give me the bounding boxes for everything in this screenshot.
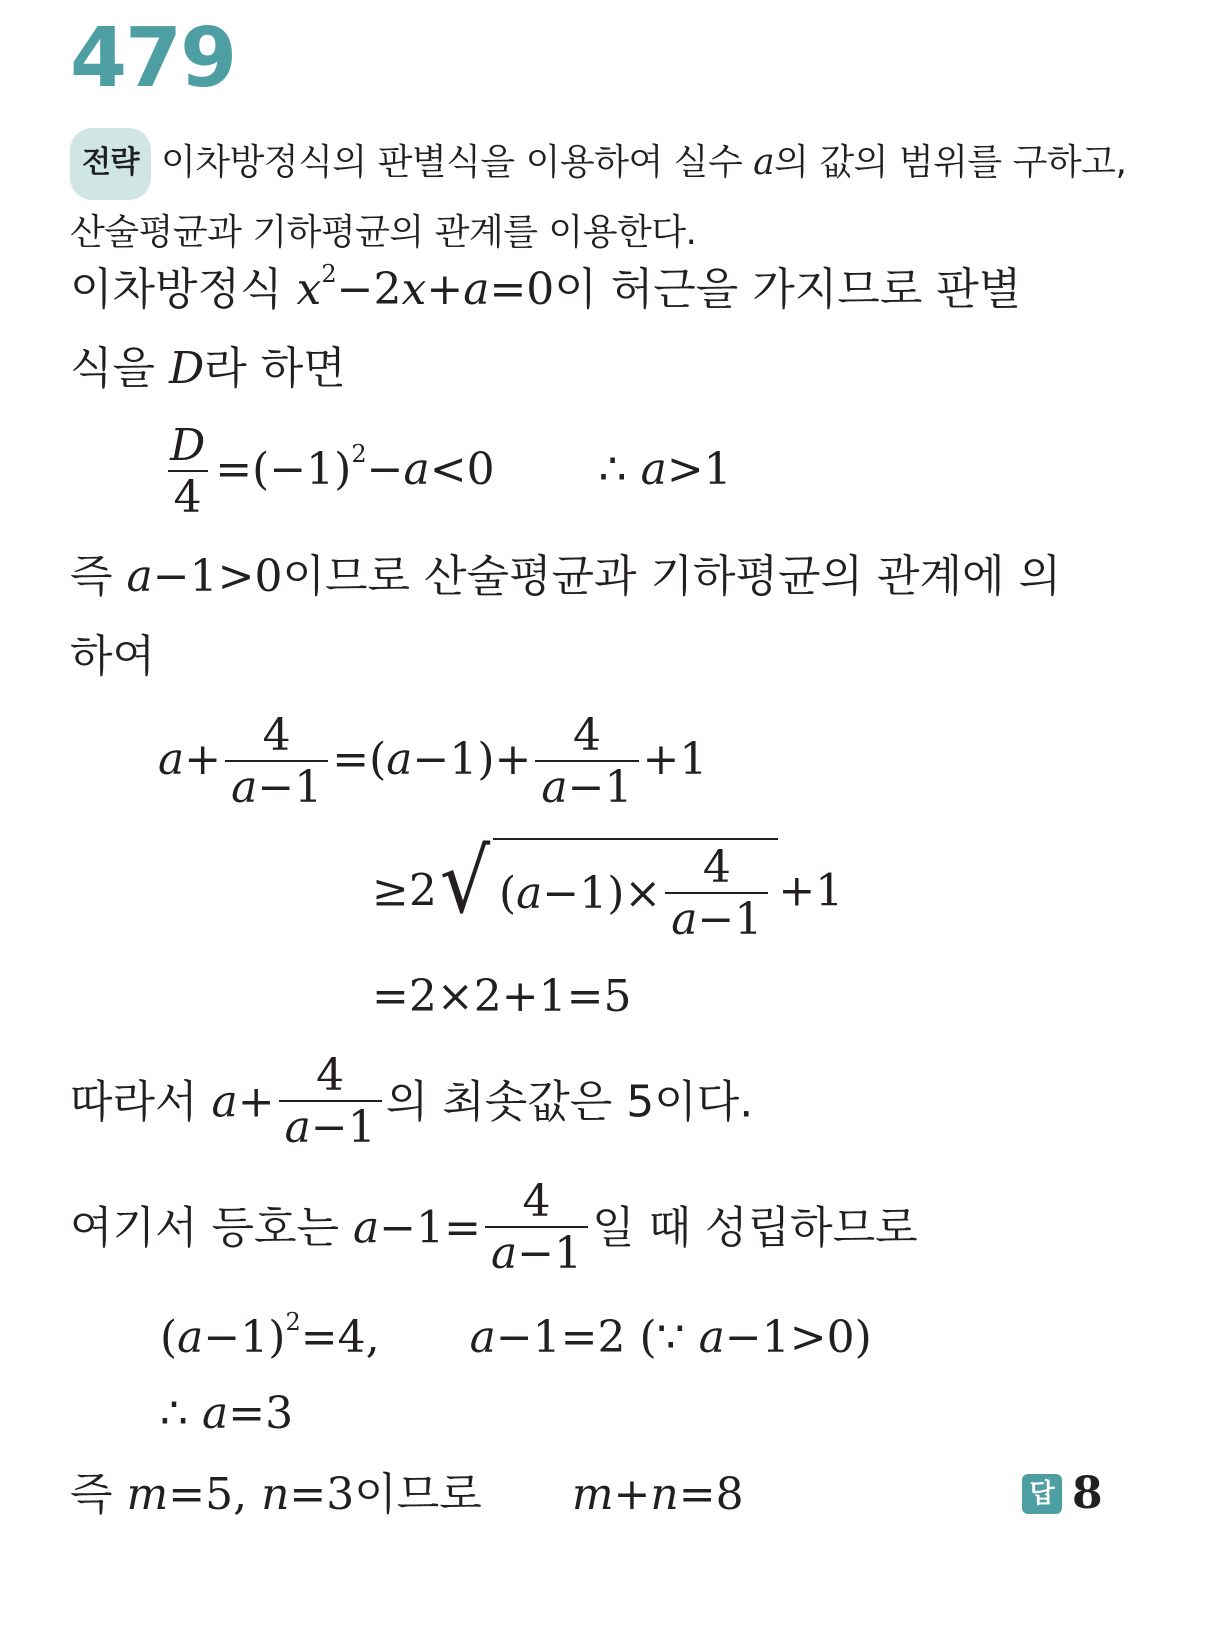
am-gm-step2: ≥2 √ ( a −1)× $\frac{4}{a-1}$ +1 <box>372 830 844 946</box>
strategy-paragraph <box>70 128 1170 266</box>
a-value: ∴ a=3 <box>160 1388 294 1439</box>
strategy-badge: 전략 <box>70 128 151 200</box>
discriminant-inequality: $\frac{D}{4}$ $=(-1)^2-a<0$ ∴ a>1 <box>160 422 732 523</box>
strategy-text-before: 이차방정식의 판별식을 이용하여 실수 <box>160 142 754 183</box>
line-am-gm-intro: 즉 a−1>0이므로 산술평균과 기하평균의 관계에 의 <box>70 551 1061 602</box>
line-conclusion: 즉 m=5, n=3이므로 m+n=8 <box>70 1469 744 1520</box>
strategy-text-after: 의 값의 범위를 구하고, 산술평균과 기하평균의 관계를 이용한다. <box>70 142 1127 253</box>
line-equation-intro: 이차방정식 $x^2-2x+a=0$이 허근을 가지므로 판별 <box>70 260 1022 315</box>
strategy-var: a <box>753 142 775 183</box>
answer-label: 답 <box>1022 1474 1062 1514</box>
answer-value: 8 <box>1072 1468 1103 1519</box>
quadratic-equation: $x^2-2x+a=0$ <box>296 260 555 315</box>
equality-solution: $(a-1)^2=4$, a−1=2 (∵ a−1>0) <box>160 1308 872 1363</box>
am-gm-step3: =2×2+1=5 <box>372 971 632 1022</box>
line-equality-condition: 여기서 등호는 a−1= $\frac{4}{a-1}$ 일 때 성립하므로 <box>70 1176 918 1280</box>
line-discriminant-intro: 식을 D라 하면 <box>70 343 346 394</box>
problem-number: 479 <box>70 11 236 106</box>
line-minimum: 따라서 a+ $\frac{4}{a-1}$ 의 최솟값은 5이다. <box>70 1050 754 1154</box>
am-gm-step1: a+ $\frac{4}{a-1}$ =(a−1)+ $\frac{4}{a-1}$ +1 <box>158 710 708 814</box>
line-am-gm-intro-cont: 하여 <box>70 631 156 682</box>
answer-box <box>1022 1468 1103 1519</box>
